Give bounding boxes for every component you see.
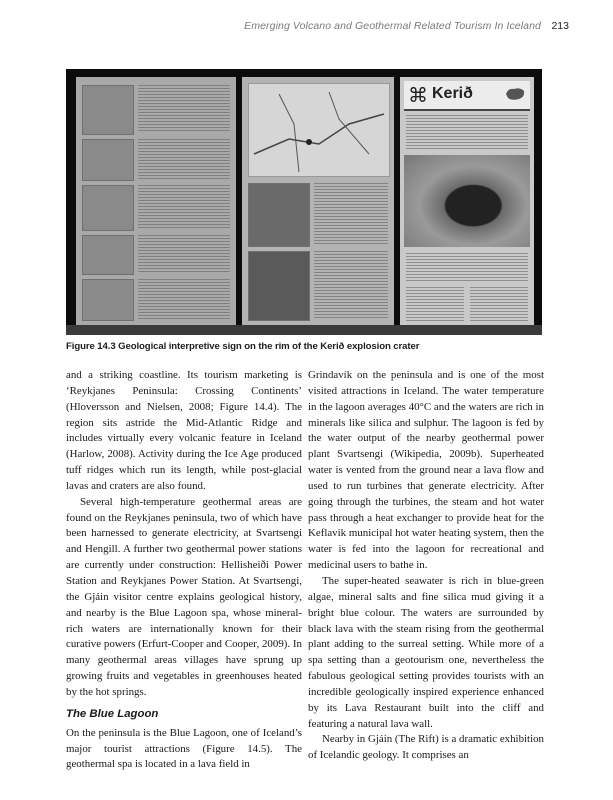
figure-photo [66, 69, 542, 335]
paragraph: Several high-temperature geothermal areas are found on the Reykjanes peninsula, two of which have been harnessed to generate electricity, at Svartsengi and Hengill. A further two geothermal power stations are currently under construction: Hellisheiði Power Station and Reykjanes Power Station. At Svartsengi, the Gjáin visitor centre explains geological history, and nearby is the Blue Lagoon spa, whose mineral-rich waters are internationally known for their curative powers (Erfurt-Cooper and Cooper, 2009). In many geothermal areas villages have sprung up growing fruits and vegetables in greenhouses heated by the hot springs. [66, 495, 302, 698]
sign-header [404, 81, 530, 111]
sign-panel-right [400, 77, 534, 327]
volcano-diagram [82, 85, 134, 135]
sign-title: Kerið [432, 85, 473, 102]
place-of-interest-icon: ⌘ [408, 83, 428, 107]
running-head [0, 16, 613, 36]
page-number: 213 [551, 20, 569, 32]
explosion-diagram [82, 235, 134, 275]
crater-photo [404, 155, 530, 247]
region-map [248, 83, 390, 177]
panel-text-block [138, 185, 230, 229]
panel-text-block [138, 279, 230, 319]
panel-text-block [138, 85, 230, 133]
aerial-photo [248, 251, 310, 321]
eruption-diagram [82, 185, 134, 231]
panel-text-block [406, 287, 464, 321]
sign-panel-middle [242, 77, 394, 327]
sign-panel-left [76, 77, 236, 327]
aerial-photo [248, 183, 310, 247]
ground-strip [66, 325, 542, 335]
paragraph: Grindavík on the peninsula and is one of the most visited attractions in Iceland. The water temperature in the lagoon averages 40°C and the waters are rich in minerals like silica and sulphur. The lagoon is fed by the water output of the nearby geothermal power plant Svartsengi (Wikipedia, 2009b). Superheated water is vented from the ground near a lava flow and used to run turbines that generate electricity. After going through the turbines, the steam and hot water pass through a heat exchanger to provide heat for the Keflavik municipal hot water heating system, then the water is fed into the lagoon for recreational and medicinal users to bathe in. [308, 369, 544, 572]
panel-text-block [406, 115, 528, 149]
running-head-title: Emerging Volcano and Geothermal Related Tourism In Iceland [244, 20, 541, 32]
iceland-map-icon [504, 86, 526, 102]
left-column [66, 368, 302, 773]
road-network-graphic [249, 84, 389, 176]
right-column [308, 368, 544, 764]
panel-text-block [470, 287, 528, 321]
paragraph: Nearby in Gjáin (The Rift) is a dramatic exhibition of Icelandic geology. It comprises an [308, 733, 544, 762]
paragraph: On the peninsula is the Blue Lagoon, one of Iceland’s major tourist attractions (Figure 14.5). The geothermal spa is located in a lava field in [66, 726, 302, 771]
panel-text-block [406, 253, 528, 283]
paragraph: and a striking coastline. Its tourism marketing is ‘Reykjanes Peninsula: Crossing Continents’ (Hloversson and Nielsen, 2008; Figure 14.4). The region sits astride the Mid-Atlantic Ridge and includes virtually every volcanic feature in Iceland (Harlow, 2008). Activity during the Ice Age produced tuff ridges which run its length, while post-glacial lavas and craters are also found. [66, 369, 302, 492]
section-heading: The Blue Lagoon [66, 707, 159, 720]
paragraph: The super-heated seawater is rich in blue-green algae, mineral salts and fine silica mud giving it a bright blue colour. The waters are surrounded by black lava with the steam rising from the geothermal plant adding to the surreal setting. While more of a spa setting than a geotourism one, nevertheless the fabulous geological setting provides tourists with an incredible geologically inspired experience enhanced by its Lava Restaurant built into the cliff and featuring a natural lava wall. [308, 574, 544, 730]
lake-diagram [82, 279, 134, 321]
panel-text-block [314, 183, 388, 245]
panel-text-block [314, 251, 388, 319]
panel-text-block [138, 235, 230, 273]
crater-diagram [82, 139, 134, 181]
figure-caption: Figure 14.3 Geological interpretive sign on the rim of the Kerið explosion crater [66, 341, 420, 352]
panel-text-block [138, 139, 230, 179]
